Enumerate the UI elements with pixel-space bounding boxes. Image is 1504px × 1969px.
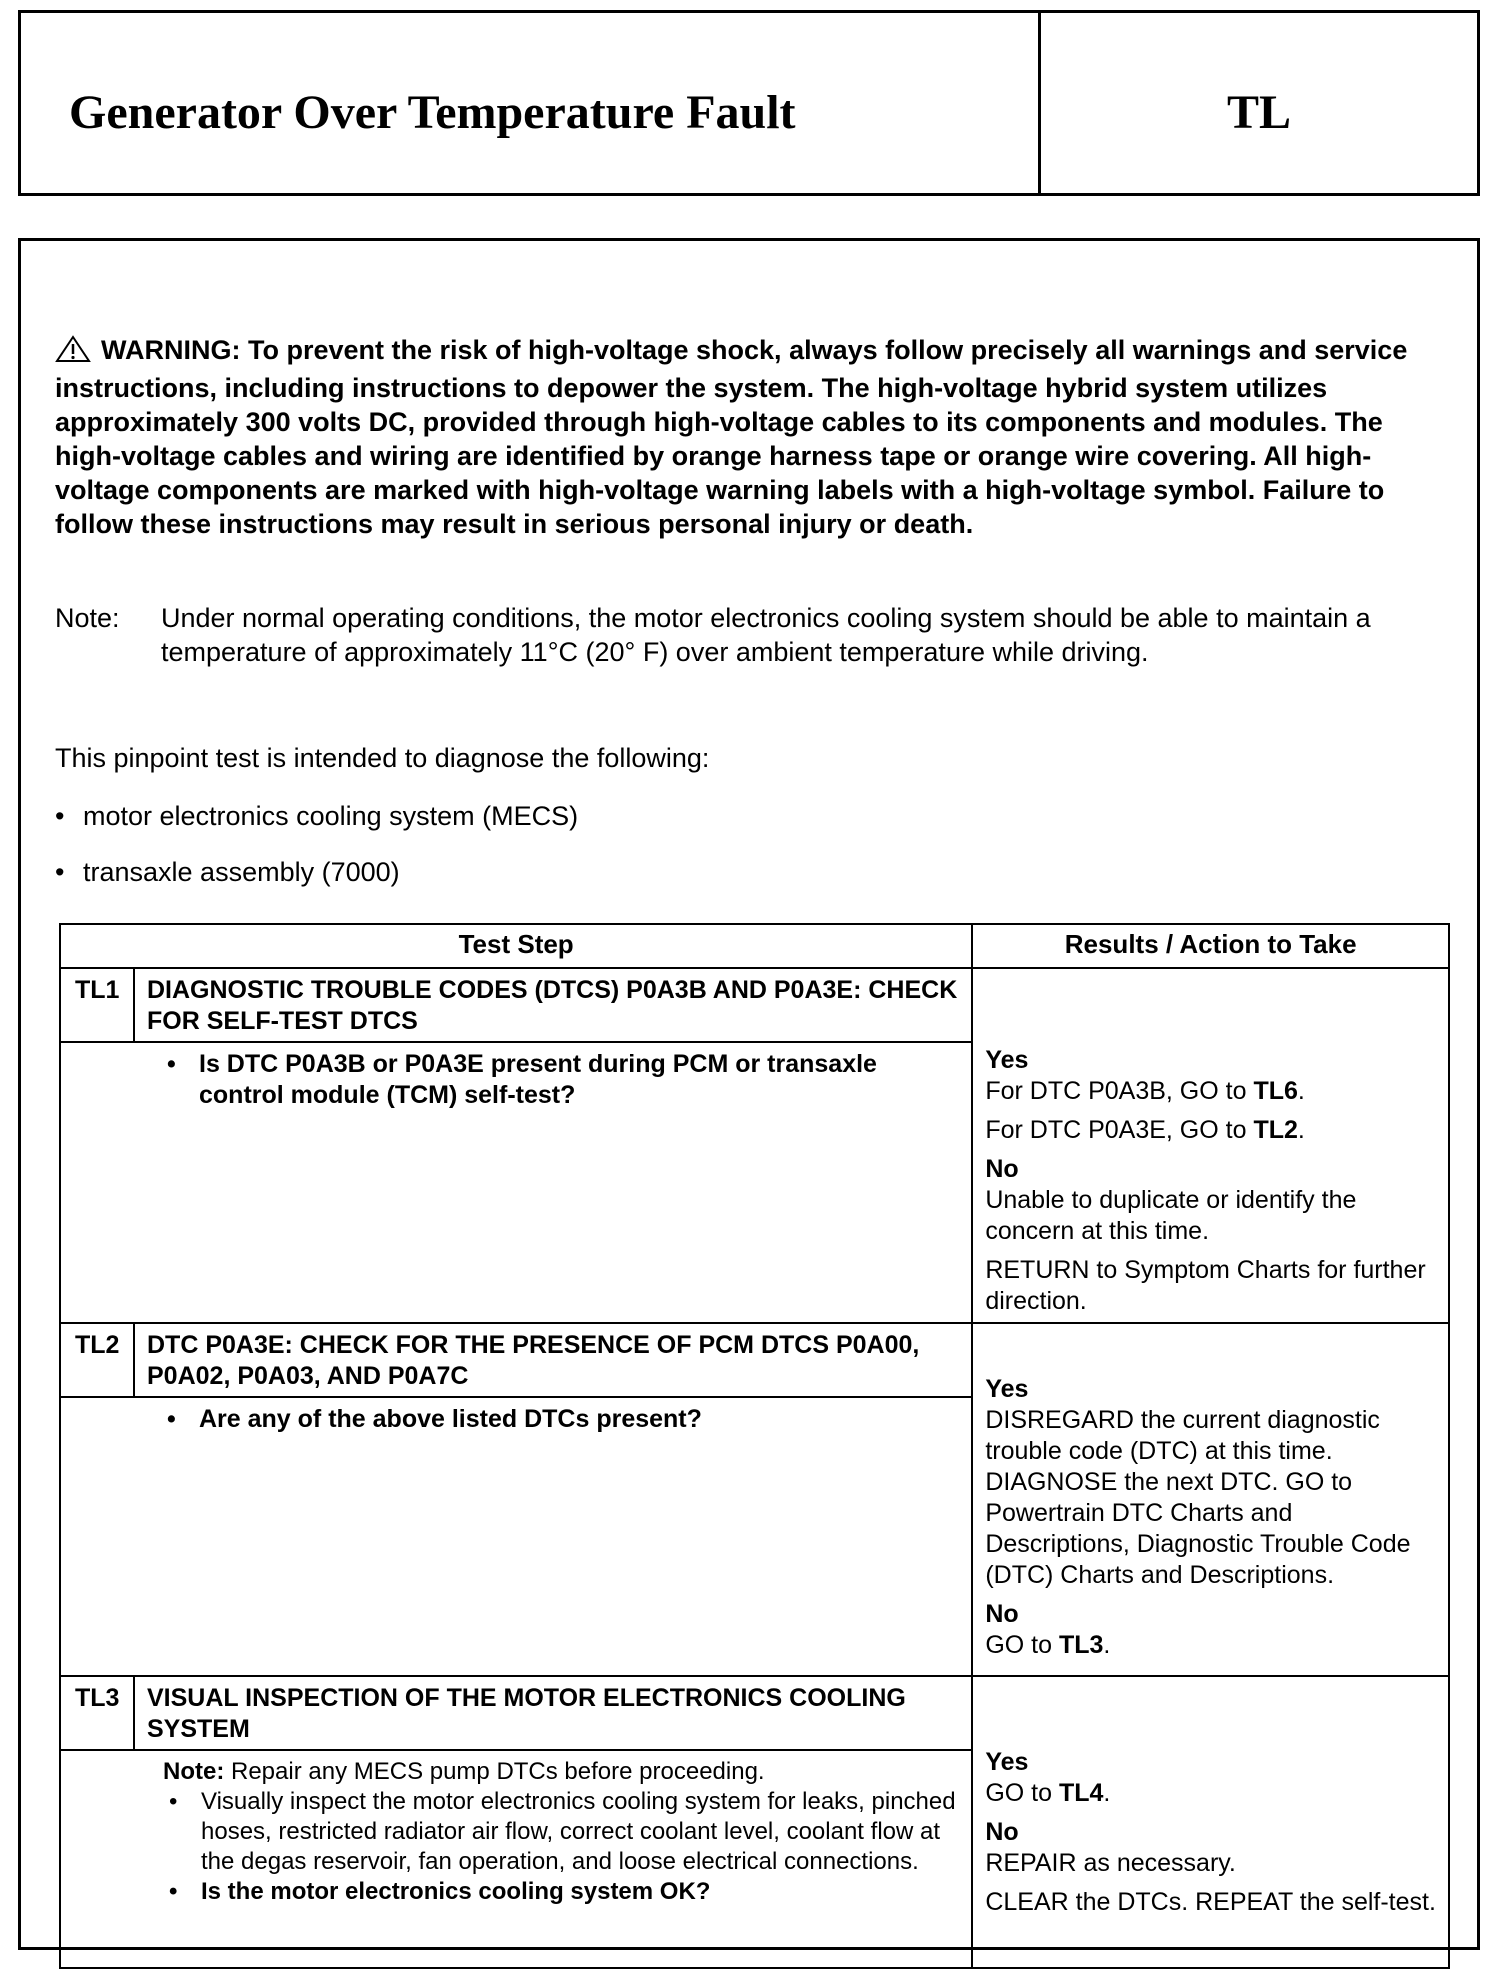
yes-action: GO to TL4. (985, 1779, 1111, 1807)
list-item-text: transaxle assembly (7000) (83, 857, 400, 887)
no-label: No (985, 1600, 1019, 1628)
note-label: Note: (55, 603, 120, 633)
step-header (61, 969, 971, 1043)
no-action-1: Unable to duplicate or identify the concern at this time. (985, 1186, 1357, 1245)
result-content (973, 1677, 1448, 1922)
step-id: TL2 (61, 1324, 135, 1396)
table-row (60, 1323, 1449, 1676)
step-id: TL3 (61, 1677, 135, 1749)
step-question: • Is DTC P0A3B or P0A3E present during PCM or transaxle control module (TCM) self-test? (161, 1049, 961, 1111)
section-code: TL (1226, 86, 1292, 139)
yes-action: DISREGARD the current diagnostic trouble code (DTC) at this time. DIAGNOSE the next DTC. GO to Powertrain DTC Charts and Descriptions, Diagnostic Trouble Code (DTC) Charts and Descriptions. (985, 1406, 1411, 1589)
no-label: No (985, 1155, 1019, 1183)
test-step-cell (60, 968, 972, 1323)
yes-action-2: For DTC P0A3E, GO to TL2. (985, 1116, 1305, 1144)
result-content (973, 969, 1448, 1321)
step-ref: TL2 (1253, 1116, 1298, 1144)
note-text: Under normal operating conditions, the motor electronics cooling system should be able to maintain a temperature of approximately 11°C (20° F) over ambient temperature while driving. (161, 603, 1371, 667)
list-item: • motor electronics cooling system (MECS) (55, 801, 579, 831)
result-cell (972, 1323, 1449, 1676)
warning-triangle-icon (55, 335, 91, 371)
no-label: No (985, 1818, 1019, 1846)
yes-action-1: For DTC P0A3B, GO to TL6. (985, 1077, 1305, 1105)
step-ref: TL3 (1058, 1631, 1104, 1659)
yes-label: Yes (985, 1046, 1029, 1074)
yes-label: Yes (985, 1748, 1029, 1776)
list-item-text: motor electronics cooling system (MECS) (83, 801, 579, 831)
page-title: Generator Over Temperature Fault (69, 86, 796, 139)
step-question: • Are any of the above listed DTCs present? (161, 1404, 961, 1435)
step-title: DIAGNOSTIC TROUBLE CODES (DTCS) P0A3B AND P0A3E: CHECK FOR SELF-TEST DTCS (147, 976, 958, 1035)
table-row (60, 1676, 1449, 1968)
step-ref: TL4 (1058, 1779, 1104, 1807)
step-id: TL1 (61, 969, 135, 1041)
result-cell (972, 968, 1449, 1323)
step-note: Note: Repair any MECS pump DTCs before proceeding. (163, 1758, 765, 1785)
table-row (60, 968, 1449, 1323)
step-body (61, 1043, 971, 1117)
step-title: DTC P0A3E: CHECK FOR THE PRESENCE OF PCM DTCS P0A00, P0A02, P0A03, AND P0A7C (147, 1331, 920, 1390)
no-action: GO to TL3. (985, 1631, 1111, 1659)
column-header-test-step: Test Step (60, 924, 972, 968)
no-action-1: REPAIR as necessary. (985, 1849, 1236, 1877)
step-ref: TL6 (1253, 1077, 1298, 1105)
step-body (61, 1398, 971, 1441)
test-step-cell (60, 1323, 972, 1676)
no-action-2: RETURN to Symptom Charts for further direction. (985, 1256, 1426, 1315)
no-action-2: CLEAR the DTCs. REPEAT the self-test. (985, 1888, 1436, 1916)
warning-text: WARNING: To prevent the risk of high-voltage shock, always follow precisely all warnings and service instructions, including instructions to depower the system. The high-voltage hybrid system utilizes approximately 300 volts DC, provided through high-voltage cables to its components and modules. The high-voltage cables and wiring are identified by orange harness tape or orange wire covering. All high-voltage components are marked with high-voltage warning labels with a high-voltage symbol. Failure to follow these instructions may result in serious personal injury or death. (55, 335, 1408, 539)
step-header (61, 1677, 971, 1751)
column-header-results: Results / Action to Take (972, 924, 1449, 968)
warning-block (55, 333, 1455, 541)
test-step-cell (60, 1676, 972, 1968)
result-cell (972, 1676, 1449, 1968)
pinpoint-test-table (59, 923, 1450, 1969)
step-body (61, 1751, 971, 1913)
result-content (973, 1324, 1448, 1665)
step-action: • Visually inspect the motor electronics cooling system for leaks, pinched hoses, restricted radiator air flow, correct coolant level, coolant flow at the degas reservoir, fan operation, and loose electrical connections. (163, 1787, 961, 1877)
step-question: • Is the motor electronics cooling system OK? (163, 1877, 961, 1907)
yes-label: Yes (985, 1375, 1029, 1403)
step-header (61, 1324, 971, 1398)
main-content (18, 238, 1480, 1950)
list-item: • transaxle assembly (7000) (55, 857, 400, 887)
header-box (18, 10, 1480, 196)
step-title: VISUAL INSPECTION OF THE MOTOR ELECTRONICS COOLING SYSTEM (147, 1684, 906, 1743)
intro-text: This pinpoint test is intended to diagnose the following: (55, 743, 710, 773)
